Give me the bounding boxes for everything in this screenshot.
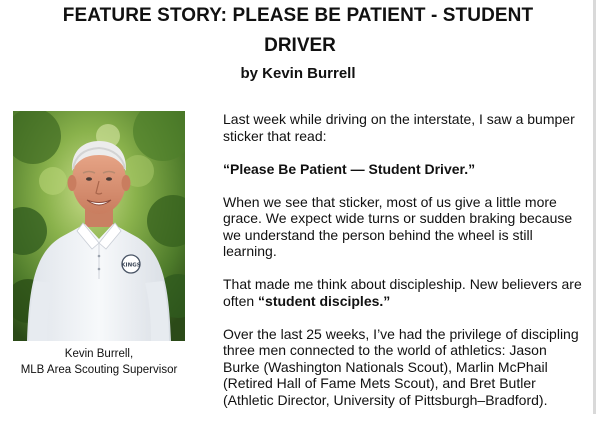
paragraph: Over the last 25 weeks, I’ve had the privilege of discipling three men connected to the world of athletics: Jason Burke (Washington Nationals Scout), Marlin McPhail (Retired Hall of Fame Mets Scout), and Bret Butler (Athletic Director, University of Pittsburgh–Bradford). (223, 325, 579, 408)
caption-name: Kevin Burrell, (64, 348, 134, 360)
caption-title: MLB Area Scouting Supervisor (20, 364, 178, 376)
title-line-1: FEATURE STORY: PLEASE BE PATIENT - STUDENT (62, 5, 534, 26)
paragraph: Last week while driving on the interstate, I saw a bumper sticker that read: (223, 111, 575, 144)
shirt-logo: KINGS (121, 262, 141, 269)
paragraph: When we see that sticker, most of us give a little more grace. We expect wide turns or sudden braking because we understand the person behind the wheel is still learning. (223, 193, 573, 259)
photo-caption (0, 346, 198, 378)
paragraph-text: That made me think about discipleship. New believers are often (223, 276, 582, 309)
byline: by Kevin Burrell (240, 65, 356, 82)
paragraph (223, 276, 583, 309)
author-photo (13, 111, 185, 341)
page-title (0, 0, 596, 61)
student-disciples-emphasis: “student disciples.” (258, 292, 391, 309)
title-line-2: DRIVER (264, 35, 336, 56)
author-photo-illustration (13, 111, 185, 341)
article-body (223, 111, 583, 425)
bumper-sticker-quote: “Please Be Patient — Student Driver.” (223, 160, 476, 177)
